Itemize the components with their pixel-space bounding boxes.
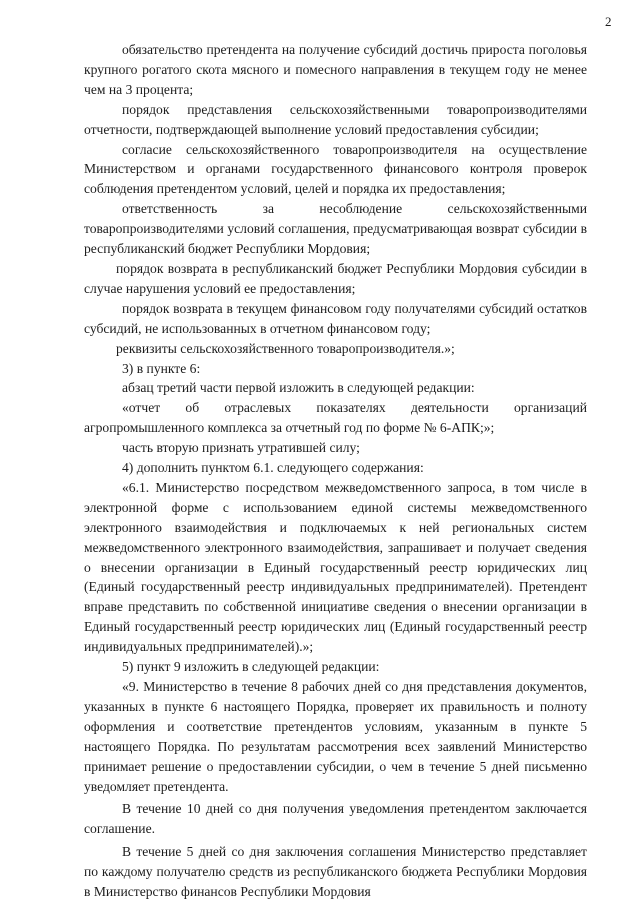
paragraph-17: В течение 5 дней со дня заключения соглашения Министерство представляет по каждому получателю средств из республиканского бюджета Республики Мордовия в Министерство финансов Республики Мордовия <box>84 844 587 900</box>
paragraph-2: порядок представления сельскохозяйственными товаропроизводителями отчетности, подтверждающей выполнение условий предоставления субсидии; <box>84 101 587 137</box>
paragraph-5: порядок возврата в республиканский бюджет Республики Мордовия субсидии в случае нарушения условий ее предоставления; <box>84 260 587 296</box>
paragraph-15: «9. Министерство в течение 8 рабочих дней со дня представления документов, указанных в пункте 6 настоящего Порядка, проверяет их правильность и полноту оформления и соответствие претендентов условиям, указанным в пункте 5 настоящего Порядка. По результатам рассмотрения всех заявлений Министерство принимает решение о предоставлении субсидии, о чем в течение 5 дней письменно уведомляет претендента. <box>84 679 587 794</box>
paragraph-10: «отчет об отраслевых показателях деятельности организаций агропромышленного комплекса за отчетный год по форме № 6-АПК;»; <box>84 400 587 436</box>
paragraph-3: согласие сельскохозяйственного товаропроизводителя на осуществление Министерством и органами государственного финансового контроля проверок соблюдения претендентом условий, целей и порядка их предоставления; <box>84 141 587 197</box>
paragraph-7: реквизиты сельскохозяйственного товаропроизводителя.»; <box>116 340 455 356</box>
paragraph-12: 4) дополнить пунктом 6.1. следующего содержания: <box>122 460 424 476</box>
page-number: 2 <box>605 14 612 29</box>
paragraph-8: 3) в пункте 6: <box>122 360 201 376</box>
paragraph-4: ответственность за несоблюдение сельскохозяйственными товаропроизводителями условий соглашения, предусматривающая возврат субсидии в республиканский бюджет Республики Мордовия; <box>84 201 587 257</box>
paragraph-9: абзац третий части первой изложить в следующей редакции: <box>122 380 475 396</box>
paragraph-11: часть вторую признать утратившей силу; <box>122 440 360 456</box>
paragraph-14: 5) пункт 9 изложить в следующей редакции: <box>122 659 380 675</box>
paragraph-16: В течение 10 дней со дня получения уведомления претендентом заключается соглашение. <box>84 801 587 837</box>
document-body <box>84 40 587 902</box>
paragraph-6: порядок возврата в текущем финансовом году получателями субсидий остатков субсидий, не использованных в отчетном финансовом году; <box>84 300 587 336</box>
paragraph-13: «6.1. Министерство посредством межведомственного запроса, в том числе в электронной форме с использованием единой системы межведомственного электронного взаимодействия и подключаемых к ней региональных систем межведомственного электронного взаимодействия, запрашивает и получает сведения о внесении организации в Единый государственный реестр юридических лиц (Единый государственный реестр индивидуальных предпринимателей). Претендент вправе представить по собственной инициативе сведения о внесении организации в Единый государственный реестр юридических лиц (Единый государственный реестр индивидуальных предпринимателей).»; <box>84 479 587 655</box>
paragraph-1: обязательство претендента на получение субсидий достичь прироста поголовья крупного рогатого скота мясного и помесного направления в текущем году не менее чем на 3 процента; <box>84 42 587 97</box>
